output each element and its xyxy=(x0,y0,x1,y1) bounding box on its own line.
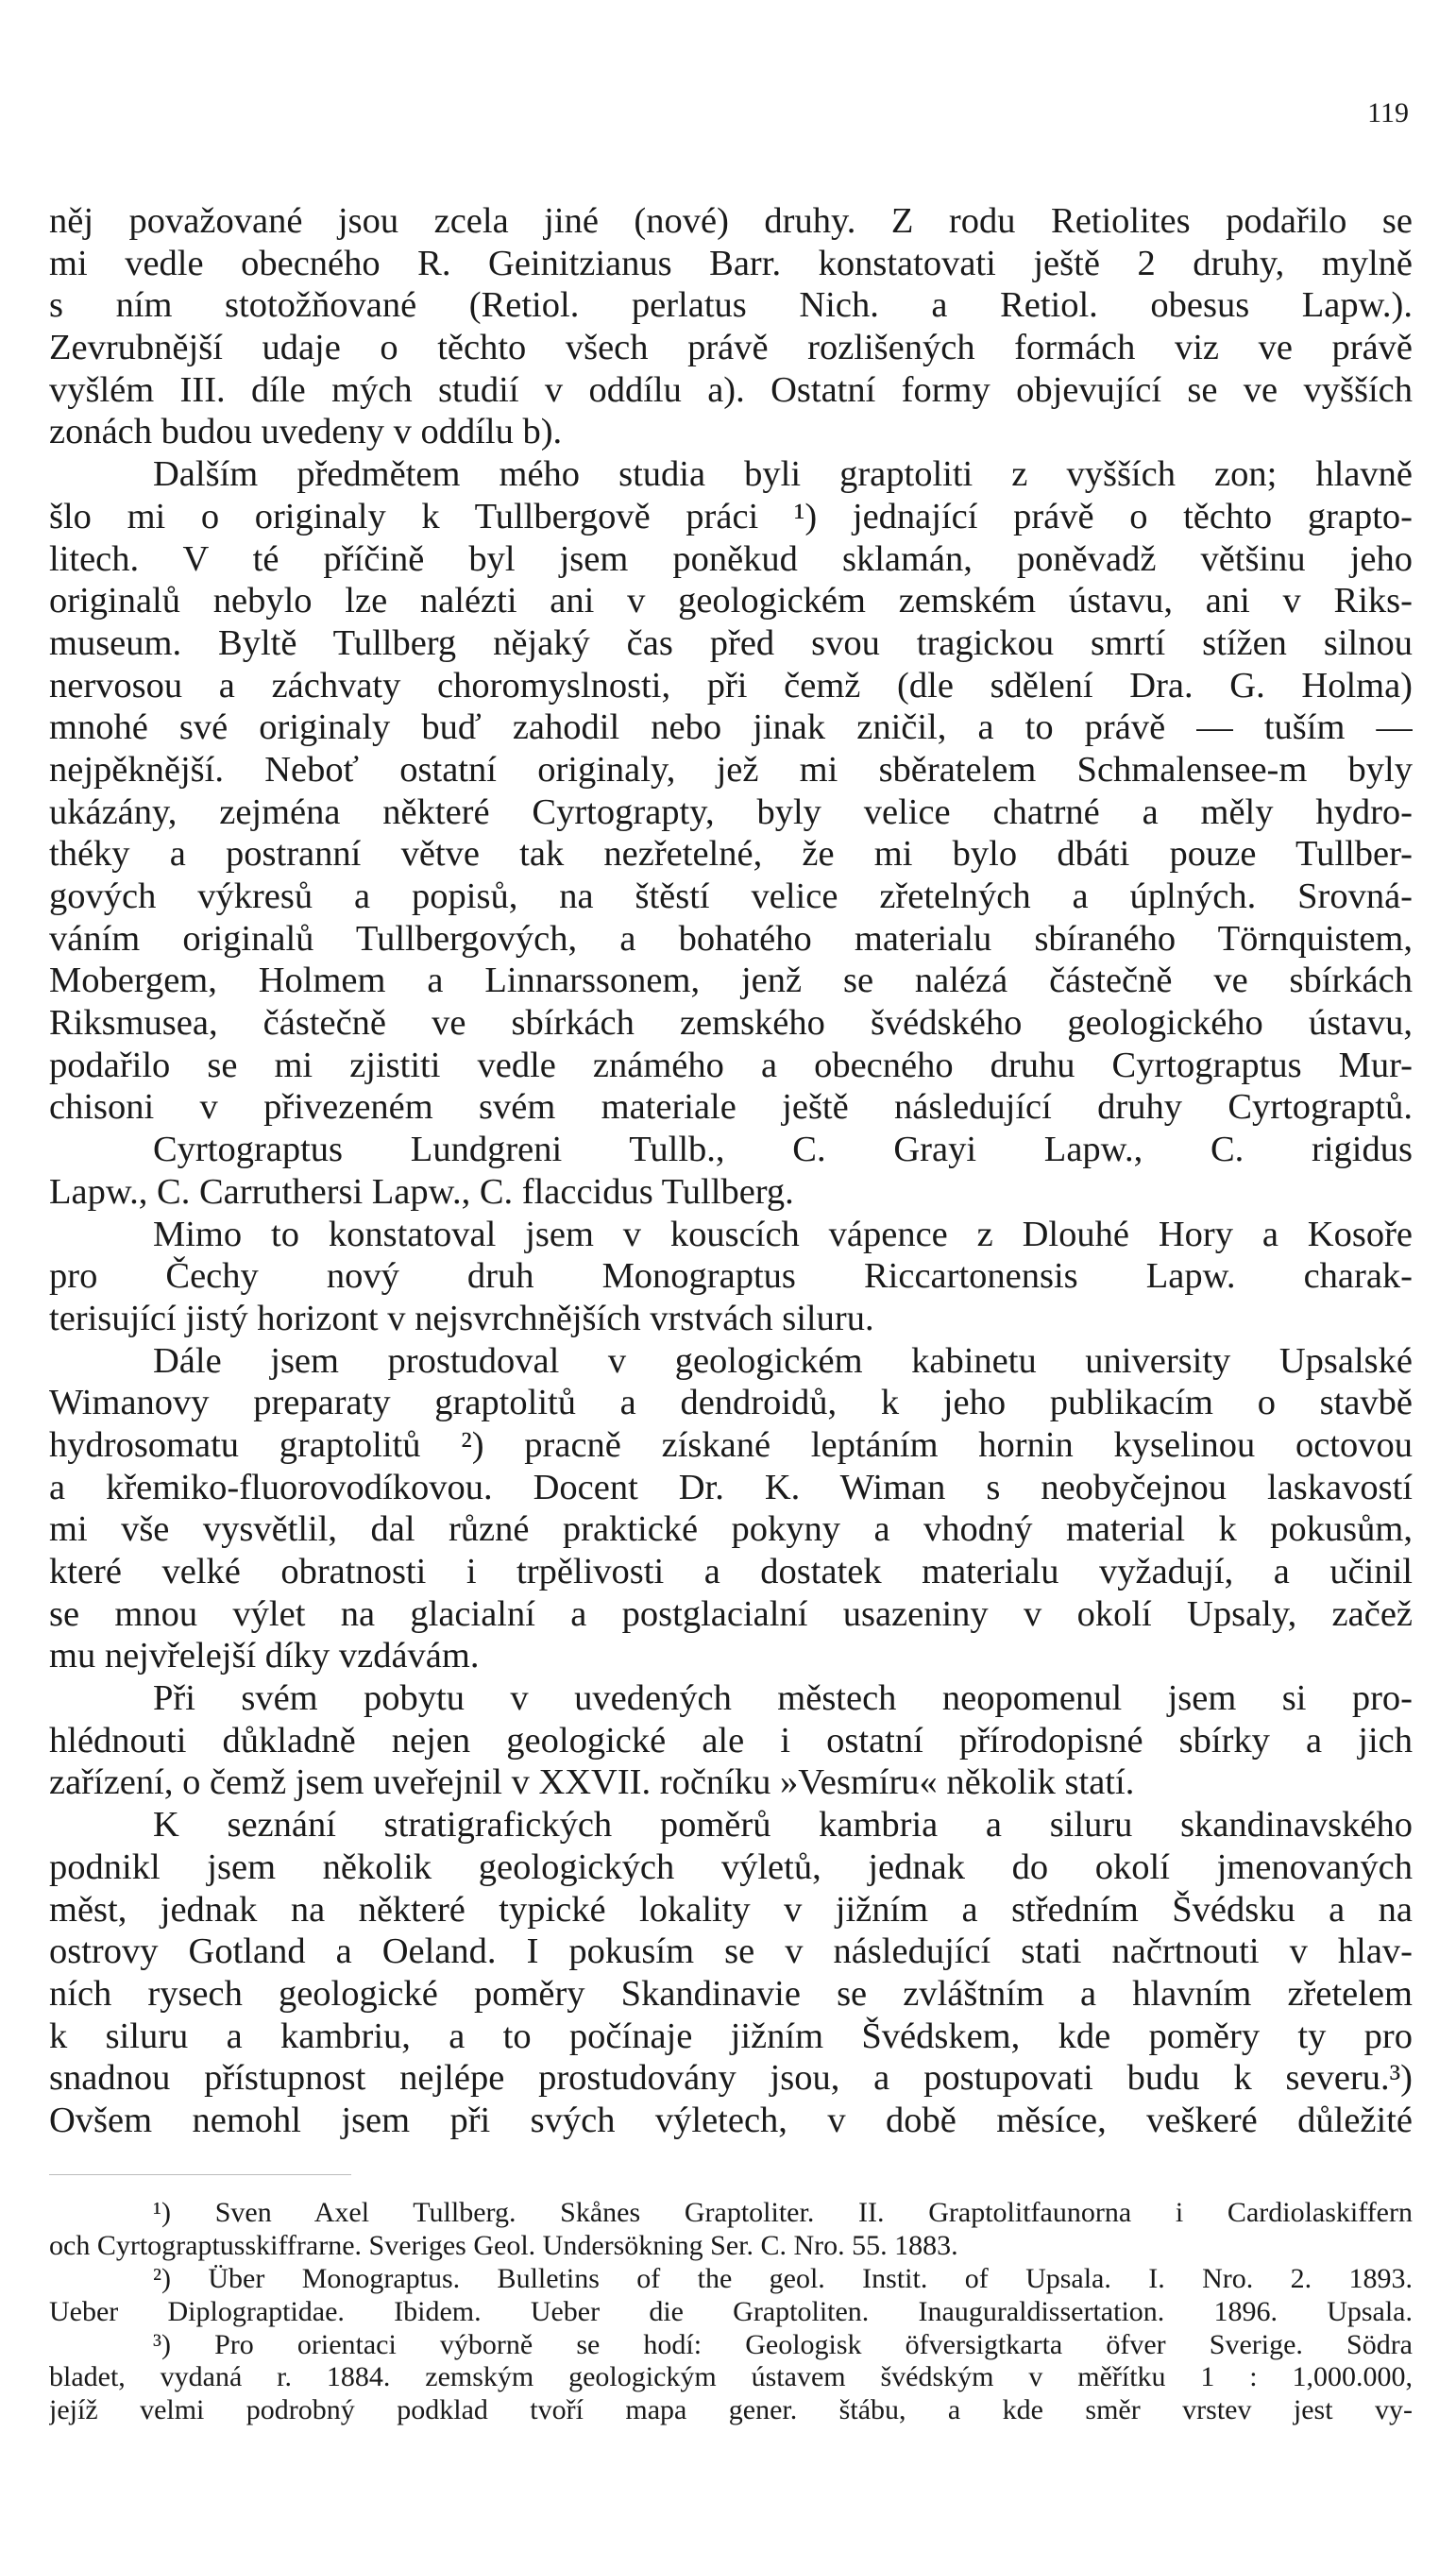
text-line: K seznání stratigrafických poměrů kambria a siluru skandinavského xyxy=(153,1805,1413,1846)
text-line: Mimo to konstatoval jsem v kouscích vápence z Dlouhé Hory a Kosoře xyxy=(153,1214,1413,1254)
text-line: šlo mi o originaly k Tullbergově práci ¹) jednající právě o těchto grapto- xyxy=(49,496,1413,536)
page-number: 119 xyxy=(1367,97,1409,128)
footnote-line: ³) Pro orientaci výborně se hodí: Geologisk öfversigtkarta öfver Sverige. Södra xyxy=(153,2328,1413,2360)
text-line: podnikl jsem několik geologických výletů, jednak do okolí jmenovaných xyxy=(49,1846,1413,1887)
text-line: vyšlém III. díle mých studií v oddílu a). Ostatní formy objevující se ve vyšších xyxy=(49,369,1413,410)
text-line: théky a postranní větve tak nezřetelné, že mi bylo dbáti pouze Tullber- xyxy=(49,834,1413,875)
text-line: mu nejvřelejší díky vzdávám. xyxy=(49,1636,480,1676)
text-line: měst, jednak na některé typické lokality v jižním a středním Švédsku a na xyxy=(49,1889,1413,1930)
footnote-line: och Cyrtograptusskiffrarne. Sveriges Geol. Undersökning Ser. C. Nro. 55. 1883. xyxy=(49,2229,958,2261)
text-line: mi vše vysvětlil, dal různé praktické pokyny a vhodný material k pokusům, xyxy=(49,1509,1413,1550)
footnote-line: Ueber Diplograptidae. Ibidem. Ueber die Graptoliten. Inauguraldissertation. 1896. Upsala. xyxy=(49,2295,1413,2327)
text-line: Mobergem, Holmem a Linnarssonem, jenž se nalézá částečně ve sbírkách xyxy=(49,961,1413,1001)
text-line: zonách budou uvedeny v oddílu b). xyxy=(49,412,563,452)
text-line: podařilo se mi zjistiti vedle známého a obecného druhu Cyrtograptus Mur- xyxy=(49,1045,1413,1085)
text-line: Při svém pobytu v uvedených městech neopomenul jsem si pro- xyxy=(153,1678,1413,1719)
text-line: Lapw., C. Carruthersi Lapw., C. flaccidus Tullberg. xyxy=(49,1171,794,1212)
text-line: ukázány, zejména některé Cyrtograpty, byly velice chatrné a měly hydro- xyxy=(49,791,1413,832)
text-line: litech. V té příčině byl jsem poněkud sklamán, poněvadž většinu jeho xyxy=(49,538,1413,579)
footnote-line: jejíž velmi podrobný podklad tvoří mapa gener. štábu, a kde směr vrstev jest vy- xyxy=(49,2394,1413,2426)
text-line: váním originalů Tullbergových, a bohatého materialu sbíraného Törnquistem, xyxy=(49,918,1413,959)
footnotes xyxy=(49,2197,1413,2427)
text-line: ostrovy Gotland a Oeland. I pokusím se v následující stati načrtnouti v hlav- xyxy=(49,1931,1413,1972)
text-line: terisující jistý horizont v nejsvrchnějších vrstvách siluru. xyxy=(49,1298,874,1338)
body-text xyxy=(49,200,1413,2142)
text-line: museum. Byltě Tullberg nějaký čas před svou tragickou smrtí stížen silnou xyxy=(49,622,1413,663)
text-line: které velké obratnosti i trpělivosti a dostatek materialu vyžadují, a učinil xyxy=(49,1552,1413,1591)
text-line: zařízení, o čemž jsem uveřejnil v XXVII. ročníku »Vesmíru« několik statí. xyxy=(49,1762,1135,1803)
text-line: se mnou výlet na glacialní a postglacialní usazeniny v okolí Upsaly, začež xyxy=(49,1593,1413,1634)
footnote-line: ¹) Sven Axel Tullberg. Skånes Graptoliter. II. Graptolitfaunorna i Cardiolaskiffern xyxy=(153,2197,1413,2228)
text-line: nervosou a záchvaty choromyslnosti, při čemž (dle sdělení Dra. G. Holma) xyxy=(49,665,1413,706)
text-line: gových výkresů a popisů, na štěstí velice zřetelných a úplných. Srovná- xyxy=(49,876,1413,916)
text-line: Cyrtograptus Lundgreni Tullb., C. Grayi Lapw., C. rigidus xyxy=(153,1130,1413,1170)
text-line: Riksmusea, částečně ve sbírkách zemského švédského geologického ústavu, xyxy=(49,1003,1413,1044)
text-line: k siluru a kambriu, a to počínaje jižním Švédskem, kde poměry ty pro xyxy=(49,2016,1413,2056)
text-line: Dále jsem prostudoval v geologickém kabinetu university Upsalské xyxy=(153,1340,1413,1381)
text-line: Zevrubnější udaje o těchto všech právě rozlišených formách viz ve právě xyxy=(49,328,1413,368)
text-line: nejpěknější. Neboť ostatní originaly, jež mi sběratelem Schmalensee-m byly xyxy=(49,749,1413,790)
text-line: s ním stotožňované (Retiol. perlatus Nich. a Retiol. obesus Lapw.). xyxy=(49,285,1413,326)
footnote-divider xyxy=(49,2174,351,2175)
text-line: a křemiko-fluorovodíkovou. Docent Dr. K. Wiman s neobyčejnou laskavostí xyxy=(49,1467,1413,1507)
text-line: Dalším předmětem mého studia byli graptoliti z vyšších zon; hlavně xyxy=(153,454,1413,495)
footnote-line: bladet, vydaná r. 1884. zemským geologickým ústavem švédským v měřítku 1 : 1,000.000, xyxy=(49,2361,1413,2393)
text-line: chisoni v přivezeném svém materiale ještě následující druhy Cyrtograptů. xyxy=(49,1087,1413,1128)
text-line: hlédnouti důkladně nejen geologické ale i ostatní přírodopisné sbírky a jich xyxy=(49,1720,1413,1761)
text-line: pro Čechy nový druh Monograptus Riccartonensis Lapw. charak- xyxy=(49,1256,1413,1297)
text-line: ních rysech geologické poměry Skandinavie se zvláštním a hlavním zřetelem xyxy=(49,1973,1413,2014)
text-line: mnohé své originaly buď zahodil nebo jinak zničil, a to právě — tuším — xyxy=(49,707,1413,748)
text-line: originalů nebylo lze nalézti ani v geologickém zemském ústavu, ani v Riks- xyxy=(49,581,1413,621)
text-line: snadnou přístupnost nejlépe prostudovány jsou, a postupovati budu k severu.³) xyxy=(49,2058,1413,2099)
text-line: Wimanovy preparaty graptolitů a dendroidů, k jeho publikacím o stavbě xyxy=(49,1383,1413,1423)
text-line: hydrosomatu graptolitů ²) pracně získané leptáním hornin kyselinou octovou xyxy=(49,1424,1413,1465)
footnote-line: ²) Über Monograptus. Bulletins of the geol. Instit. of Upsala. I. Nro. 2. 1893. xyxy=(153,2262,1413,2294)
text-line: něj považované jsou zcela jiné (nové) druhy. Z rodu Retiolites podařilo se xyxy=(49,201,1413,241)
text-line: Ovšem nemohl jsem při svých výletech, v době měsíce, veškeré důležité xyxy=(49,2100,1413,2140)
text-line: mi vedle obecného R. Geinitzianus Barr. konstatovati ještě 2 druhy, mylně xyxy=(49,243,1413,283)
